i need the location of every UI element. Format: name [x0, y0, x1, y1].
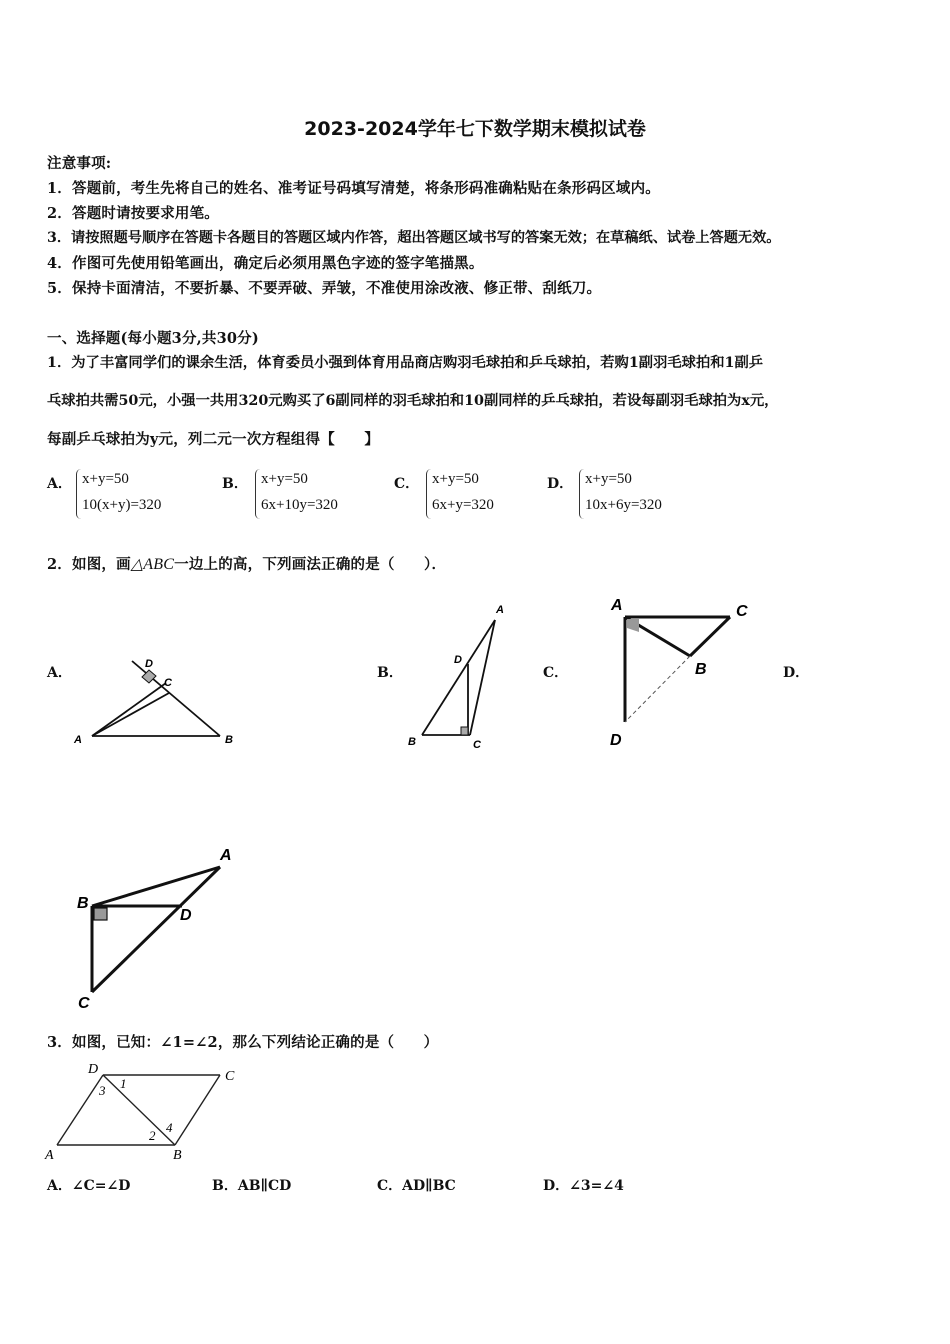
point-label-a: A	[45, 1148, 54, 1163]
point-label-a: A	[74, 734, 82, 746]
question-3-stem: 3．如图，已知：∠1=∠2，那么下列结论正确的是（ ）	[47, 1034, 439, 1051]
equation: 10(x+y)=320	[82, 497, 162, 513]
option-label: B．	[212, 1178, 238, 1194]
angle-label-3: 3	[99, 1083, 106, 1098]
point-label-a: A	[496, 604, 504, 616]
option-text: ∠3=∠4	[569, 1178, 624, 1194]
angle-label-1: 1	[120, 1076, 127, 1091]
option-label: B．	[222, 476, 248, 492]
point-label-c: C	[164, 677, 172, 689]
question-1-line: 乓球拍共需50元，小强一共用320元购买了6副同样的羽毛球拍和10副同样的乒乓球拍，若设每副羽毛球拍为x元，	[47, 393, 779, 409]
option-label: D．	[543, 1178, 570, 1194]
question-1-line: 1．为了丰富同学们的课余生活，体育委员小强到体育用品商店购羽毛球拍和乒乓球拍，若购1副羽毛球拍和1副乒	[47, 355, 764, 371]
equation: 10x+6y=320	[585, 497, 662, 513]
q2-option-a[interactable]: A．	[47, 665, 72, 681]
q2-figure-d	[70, 840, 250, 1015]
equation: 6x+10y=320	[261, 497, 338, 513]
q2-figure-b	[400, 598, 515, 753]
point-label-b: B	[225, 734, 233, 746]
option-label: D．	[547, 476, 574, 492]
question-1-line: 每副乒乓球拍为y元，列二元一次方程组得【 】	[47, 431, 380, 448]
point-label-b: B	[77, 895, 89, 912]
equation: x+y=50	[585, 471, 632, 487]
q2-figure-c	[600, 590, 760, 750]
option-label: A．	[47, 1178, 72, 1194]
q3-option-c[interactable]	[377, 1175, 456, 1195]
notice-item: 2．答题时请按要求用笔。	[47, 205, 219, 222]
equation: x+y=50	[432, 471, 479, 487]
option-label: C．	[377, 1178, 403, 1194]
point-label-c: C	[473, 739, 481, 751]
point-label-a: A	[220, 847, 232, 864]
point-label-d: D	[180, 907, 192, 924]
point-label-b: B	[695, 661, 707, 678]
equation: x+y=50	[261, 471, 308, 487]
point-label-d: D	[454, 654, 462, 666]
point-label-c: C	[736, 603, 748, 620]
section-heading: 一、选择题(每小题3分,共30分)	[47, 330, 259, 347]
point-label-c: C	[78, 995, 90, 1012]
angle-label-2: 2	[149, 1128, 156, 1143]
option-label: A．	[47, 476, 72, 492]
notice-item: 3．请按照题号顺序在答题卡各题目的答题区域内作答，超出答题区域书写的答案无效；在草稿纸、试卷上答题无效。	[47, 230, 781, 246]
q3-option-d[interactable]	[543, 1175, 624, 1195]
stem-pre: 2．如图，画	[47, 556, 131, 573]
point-label-d: D	[145, 658, 153, 670]
notice-item: 4．作图可先使用铅笔画出，确定后必须用黑色字迹的签字笔描黑。	[47, 255, 484, 272]
point-label-b: B	[408, 736, 416, 748]
equation: x+y=50	[82, 471, 129, 487]
q2-option-d[interactable]: D．	[783, 665, 810, 681]
notice-item: 1．答题前，考生先将自己的姓名、准考证号码填写清楚，将条形码准确粘贴在条形码区域内。	[47, 180, 660, 197]
point-label-b: B	[173, 1148, 182, 1163]
option-text: AD∥BC	[402, 1178, 456, 1194]
q2-figure-a	[70, 645, 245, 750]
point-label-d: D	[88, 1062, 99, 1077]
point-label-d: D	[610, 732, 622, 749]
option-text: ∠C=∠D	[71, 1178, 131, 1194]
angle-label-4: 4	[166, 1120, 173, 1135]
q2-option-b[interactable]: B．	[377, 665, 403, 681]
point-label-c: C	[225, 1069, 235, 1084]
triangle-notation: △ABC	[130, 556, 175, 573]
stem-post: 一边上的高，下列画法正确的是（ ）．	[174, 556, 447, 573]
notice-item: 5．保持卡面清洁，不要折暴、不要弄破、弄皱，不准使用涂改液、修正带、刮纸刀。	[47, 280, 602, 297]
option-text: AB∥CD	[237, 1178, 292, 1194]
q3-option-b[interactable]	[212, 1175, 291, 1195]
equation: 6x+y=320	[432, 497, 494, 513]
point-label-a: A	[611, 597, 623, 614]
notice-heading: 注意事项:	[47, 155, 112, 172]
q2-option-c[interactable]: C．	[543, 665, 569, 681]
q3-option-a[interactable]	[47, 1175, 130, 1195]
question-2-stem	[47, 553, 446, 574]
page-title: 2023-2024学年七下数学期末模拟试卷	[304, 118, 646, 140]
option-label: C．	[394, 476, 420, 492]
q3-figure	[40, 1058, 250, 1166]
